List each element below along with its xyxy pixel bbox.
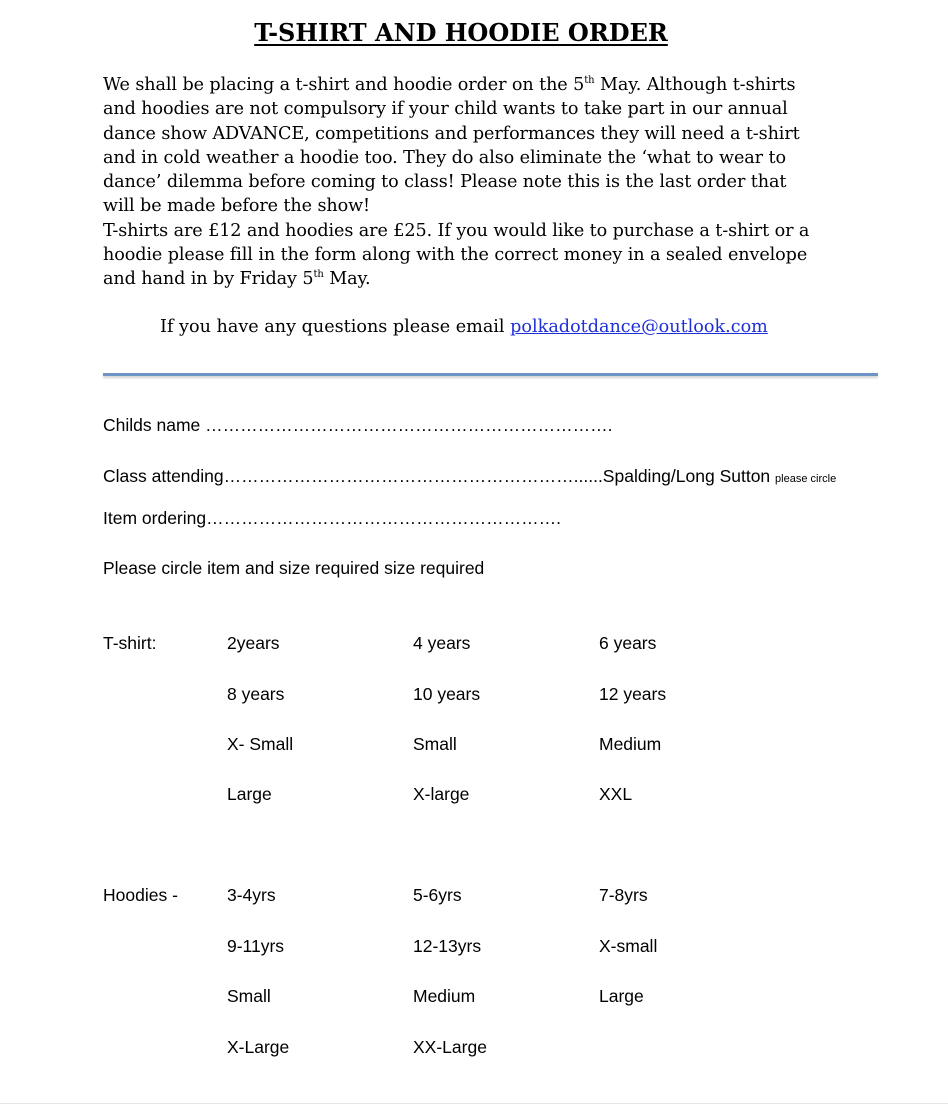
superscript: th (584, 75, 595, 86)
page-edge-line (0, 1103, 948, 1104)
size-option: XXL (599, 784, 633, 804)
intro-paragraph-1 (103, 73, 823, 219)
size-option: 8 years (227, 684, 285, 704)
size-option: 12-13yrs (413, 936, 482, 956)
class-attending-label: Class attending……………………………………………………......Spalding/Long Sutton (103, 466, 771, 486)
hoodies-label: Hoodies - (103, 885, 178, 905)
intro-text-part: May. Although t-shirts and hoodies are not compulsory if your child wants to take part in our annual dance show ADVANCE, competitions and performances they will need a t-shirt and in cold weather a hoodie too. They do also eliminate the ‘what to wear to dance’ dilemma before coming to class! Please note this is the last order that will be made before the show! (103, 75, 800, 217)
email-link[interactable]: polkadotdance@outlook.com (510, 317, 768, 337)
intro-text (103, 73, 823, 292)
instruction-text: Please circle item and size required size required (103, 558, 485, 578)
item-ordering-field: Item ordering……………………………………………………. (103, 508, 561, 528)
contact-text: If you have any questions please email (160, 317, 511, 337)
size-option: Large (599, 986, 644, 1006)
size-option: 3-4yrs (227, 885, 276, 905)
size-option: 10 years (413, 684, 481, 704)
superscript: th (313, 269, 324, 281)
size-option: X- Small (227, 734, 294, 754)
size-option: 4 years (413, 633, 471, 653)
size-option: X-large (413, 784, 470, 804)
size-option: 2years (227, 633, 280, 653)
page-title: T-SHIRT AND HOODIE ORDER (254, 18, 668, 47)
size-option: X-small (599, 936, 658, 956)
size-option: Medium (599, 734, 662, 754)
size-option: Large (227, 784, 272, 804)
size-option: 9-11yrs (227, 936, 285, 956)
size-option: X-Large (227, 1037, 290, 1057)
size-option: 12 years (599, 684, 667, 704)
size-option: 6 years (599, 633, 657, 653)
size-option: 7-8yrs (599, 885, 648, 905)
class-note: please circle (775, 473, 837, 485)
size-option: 5-6yrs (413, 885, 462, 905)
tshirt-label: T-shirt: (103, 633, 157, 653)
class-attending-field (103, 465, 836, 490)
childs-name-field: Childs name ……………………………………………………………. (103, 415, 613, 435)
intro-paragraph-2 (103, 219, 823, 292)
size-option: Small (413, 734, 457, 754)
size-option: Small (227, 986, 271, 1006)
size-option: Medium (413, 986, 476, 1006)
divider (103, 373, 878, 376)
intro-text-part: We shall be placing a t-shirt and hoodie order on the 5 (103, 75, 585, 95)
size-option: XX-Large (413, 1037, 487, 1057)
contact-line (160, 315, 860, 339)
intro-text-part: T-shirts are £12 and hoodies are £25. If you would like to purchase a t-shirt or a hoodie please fill in the form along with the correct money in a sealed envelope and hand in by Friday 5 (103, 220, 810, 290)
intro-text-part: May. (323, 269, 371, 290)
